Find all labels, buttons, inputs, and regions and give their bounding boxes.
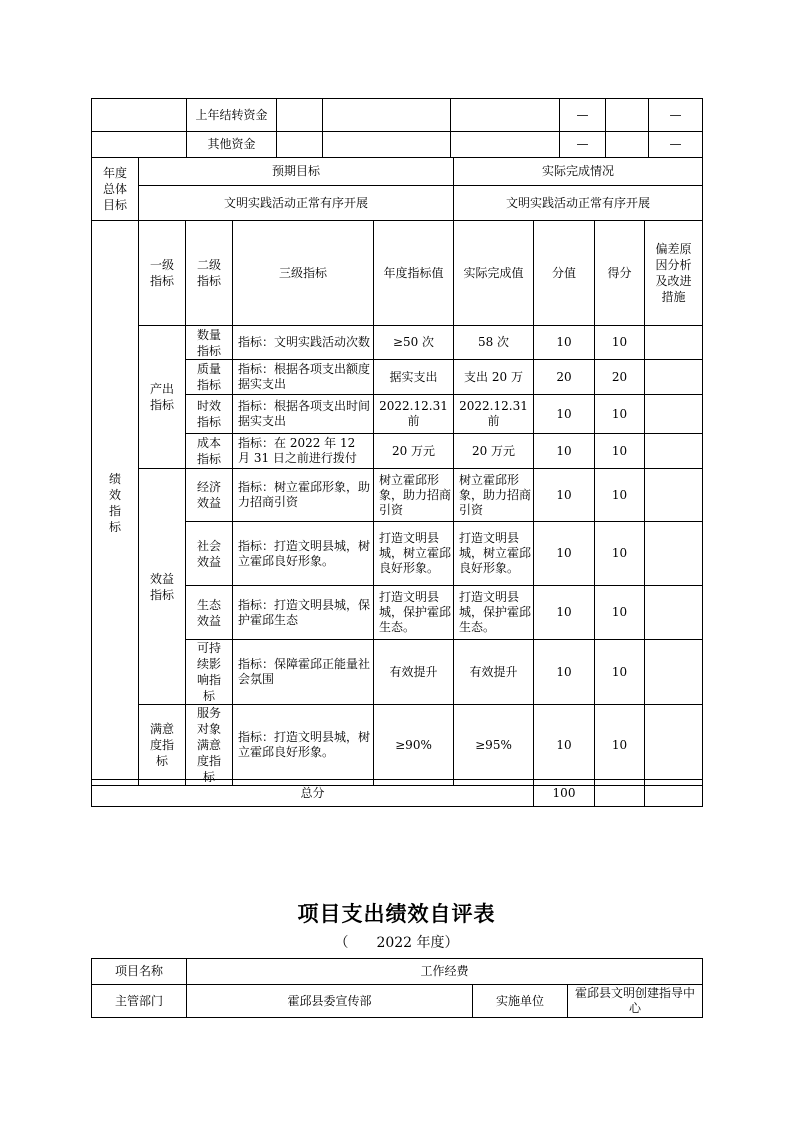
header-weight: 分值	[534, 221, 595, 326]
group-label-output: 产出指标	[139, 326, 186, 469]
level3-cell: 指标：在 2022 年 12 月 31 日之前进行拨付	[233, 434, 374, 469]
level3-cell: 指标：树立霍邱形象，助力招商引资	[233, 469, 374, 522]
level3-cell: 指标：保障霍邱正能量社会氛围	[233, 640, 374, 705]
table-row	[92, 705, 703, 786]
project-info-table	[91, 958, 703, 1018]
weight-cell: 10	[534, 522, 595, 586]
actual-goal-text: 文明实践活动正常有序开展	[454, 186, 703, 221]
performance-section-label: 绩效指标	[92, 221, 139, 786]
header-actual-value: 实际完成值	[454, 221, 534, 326]
performance-header-row	[92, 221, 703, 326]
funding-dash: —	[649, 99, 703, 132]
funding-dash: —	[649, 132, 703, 158]
level2-cell: 服务对象满意度指标	[186, 705, 233, 786]
deviation-cell	[645, 640, 703, 705]
target-cell: 2022.12.31 前	[374, 395, 454, 434]
table-row	[92, 326, 703, 360]
unit-value: 霍邱县文明创建指导中心	[568, 985, 703, 1018]
level2-cell: 质量指标	[186, 360, 233, 395]
form-year: （ 2022 年度）	[334, 935, 459, 951]
weight-cell: 10	[534, 395, 595, 434]
performance-table	[91, 220, 703, 786]
deviation-cell	[645, 522, 703, 586]
weight-cell: 10	[534, 469, 595, 522]
header-level1: 一级指标	[139, 221, 186, 326]
weight-cell: 10	[534, 434, 595, 469]
target-cell: 树立霍邱形象，助力招商引资	[374, 469, 454, 522]
funding-label: 上年结转资金	[187, 99, 277, 132]
level2-cell: 数量指标	[186, 326, 233, 360]
score-cell: 10	[595, 522, 645, 586]
actual-cell: 打造文明县城，树立霍邱良好形象。	[454, 522, 534, 586]
total-weight: 100	[534, 780, 595, 807]
funding-dash: —	[560, 132, 606, 158]
actual-goal-header: 实际完成情况	[454, 158, 703, 186]
deviation-cell	[645, 469, 703, 522]
level3-cell: 指标：打造文明县城，树立霍邱良好形象。	[233, 522, 374, 586]
weight-cell: 10	[534, 326, 595, 360]
project-name-value: 工作经费	[187, 959, 703, 985]
dept-label: 主管部门	[92, 985, 187, 1018]
target-cell: 20 万元	[374, 434, 454, 469]
total-label: 总分	[92, 780, 534, 807]
score-cell: 10	[595, 586, 645, 640]
funding-dash: —	[560, 99, 606, 132]
dept-value: 霍邱县委宣传部	[187, 985, 473, 1018]
actual-cell: 2022.12.31 前	[454, 395, 534, 434]
level3-cell: 指标：根据各项支出时间据实支出	[233, 395, 374, 434]
actual-cell: ≥95%	[454, 705, 534, 786]
score-cell: 20	[595, 360, 645, 395]
project-name-row	[92, 959, 703, 985]
actual-cell: 58 次	[454, 326, 534, 360]
deviation-cell	[645, 434, 703, 469]
project-name-label: 项目名称	[92, 959, 187, 985]
weight-cell: 10	[534, 640, 595, 705]
level2-cell: 时效指标	[186, 395, 233, 434]
level3-cell: 指标：文明实践活动次数	[233, 326, 374, 360]
level3-cell: 指标：打造文明县城，保护霍邱生态	[233, 586, 374, 640]
table-row	[92, 469, 703, 522]
total-row	[92, 780, 703, 807]
weight-cell: 10	[534, 586, 595, 640]
score-cell: 10	[595, 434, 645, 469]
expected-goal-text: 文明实践活动正常有序开展	[139, 186, 454, 221]
actual-cell: 20 万元	[454, 434, 534, 469]
deviation-cell	[645, 360, 703, 395]
funding-row-other	[92, 132, 703, 158]
score-cell: 10	[595, 640, 645, 705]
funding-label: 其他资金	[187, 132, 277, 158]
level2-cell: 可持续影响指标	[186, 640, 233, 705]
header-deviation: 偏差原因分析及改进措施	[645, 221, 703, 326]
group-label-benefit: 效益指标	[139, 469, 186, 705]
target-cell: 打造文明县城，树立霍邱良好形象。	[374, 522, 454, 586]
header-score: 得分	[595, 221, 645, 326]
header-annual-target: 年度指标值	[374, 221, 454, 326]
score-cell: 10	[595, 705, 645, 786]
level3-cell: 指标：打造文明县城，树立霍邱良好形象。	[233, 705, 374, 786]
annual-goals-table	[91, 157, 703, 221]
header-level2: 二级指标	[186, 221, 233, 326]
actual-cell: 树立霍邱形象，助力招商引资	[454, 469, 534, 522]
expected-goal-header: 预期目标	[139, 158, 454, 186]
funding-row-carryover	[92, 99, 703, 132]
target-cell: ≥90%	[374, 705, 454, 786]
target-cell: 打造文明县城，保护霍邱生态。	[374, 586, 454, 640]
level3-cell: 指标：根据各项支出额度据实支出	[233, 360, 374, 395]
deviation-cell	[645, 326, 703, 360]
weight-cell: 20	[534, 360, 595, 395]
header-level3: 三级指标	[233, 221, 374, 326]
weight-cell: 10	[534, 705, 595, 786]
goals-row-header: 年度总体目标	[92, 158, 139, 221]
unit-label: 实施单位	[473, 985, 568, 1018]
group-label-satisfaction: 满意度指标	[139, 705, 186, 786]
level2-cell: 生态效益	[186, 586, 233, 640]
deviation-cell	[645, 586, 703, 640]
deviation-cell	[645, 705, 703, 786]
target-cell: ≥50 次	[374, 326, 454, 360]
total-score-table	[91, 779, 703, 807]
funding-goals-table	[91, 98, 703, 158]
level2-cell: 社会效益	[186, 522, 233, 586]
target-cell: 有效提升	[374, 640, 454, 705]
score-cell: 10	[595, 395, 645, 434]
form-title: 项目支出绩效自评表	[297, 901, 496, 926]
deviation-cell	[645, 395, 703, 434]
score-cell: 10	[595, 326, 645, 360]
actual-cell: 支出 20 万	[454, 360, 534, 395]
level2-cell: 经济效益	[186, 469, 233, 522]
score-cell: 10	[595, 469, 645, 522]
level2-cell: 成本指标	[186, 434, 233, 469]
department-row	[92, 985, 703, 1018]
actual-cell: 有效提升	[454, 640, 534, 705]
actual-cell: 打造文明县城，保护霍邱生态。	[454, 586, 534, 640]
target-cell: 据实支出	[374, 360, 454, 395]
